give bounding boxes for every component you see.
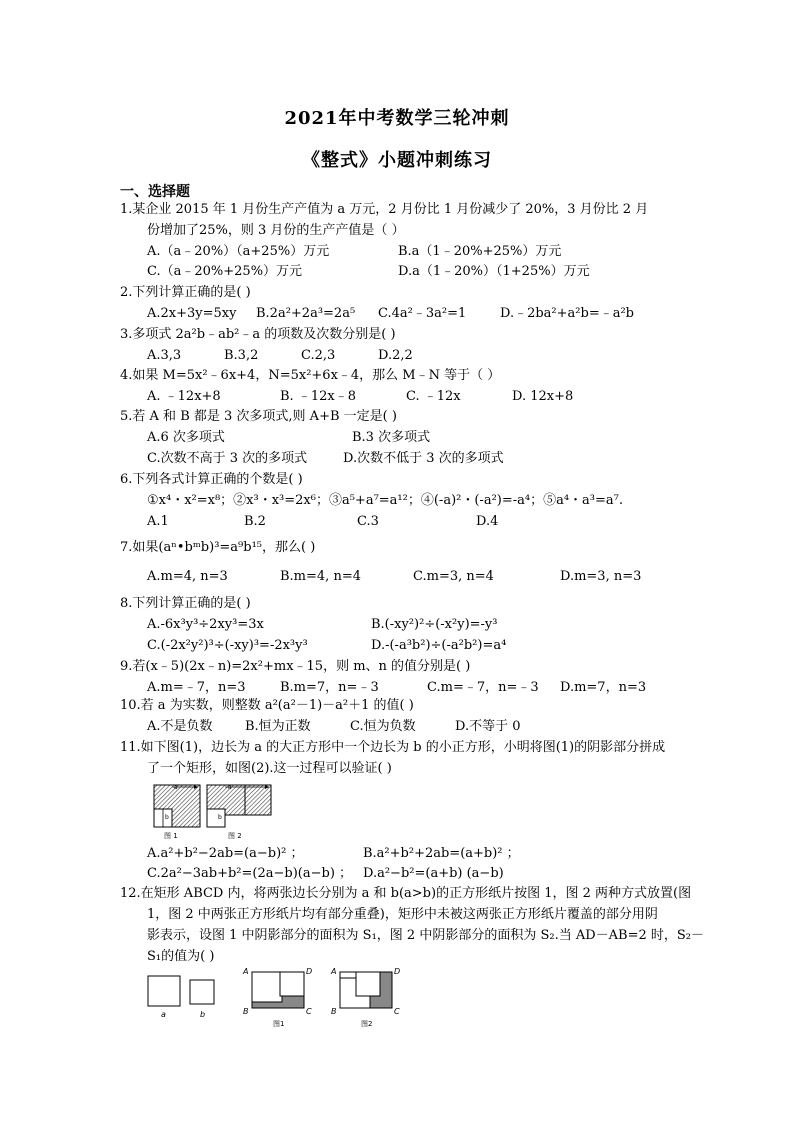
- q1-option-c: C.（a﹣20%+25%）万元: [147, 264, 303, 279]
- q2-option-b: B.2a²+2a³=2a⁵: [256, 306, 356, 321]
- q5-option-c: C.次数不高于 3 次的多项式: [147, 451, 308, 466]
- q10-option-d: D.不等于 0: [455, 719, 521, 734]
- section-heading: 一、选择题: [120, 184, 190, 200]
- q12-stem-line4: S₁的值为( ): [147, 949, 215, 964]
- q4-stem: 4.如果 M=5x²﹣6x+4，N=5x²+6x﹣4，那么 M﹣N 等于（ ）: [120, 368, 501, 383]
- q8-stem: 8.下列计算正确的是( ): [120, 596, 251, 611]
- q10-option-b: B.恒为正数: [245, 719, 311, 734]
- q11-fig1-label-b: b: [165, 814, 169, 821]
- q4-option-a: A. ﹣12x+8: [147, 389, 221, 404]
- q12-fig1-caption: 图1: [273, 1020, 285, 1028]
- q1-option-b: B.a（1﹣20%+25%）万元: [398, 244, 562, 259]
- q12-stem-line3: 影表示，设图 1 中阴影部分的面积为 S₁，图 2 中阴影部分的面积为 S₂.当 AD－AB=2 时，S₂－: [147, 928, 705, 943]
- q11-option-c: C.2a²−3ab+b²=(2a−b)(a−b) ；: [147, 866, 353, 881]
- q12-stem-line1: 12.在矩形 ABCD 内，将两张边长分别为 a 和 b(a>b)的正方形纸片按图 1，图 2 两种方式放置(图: [120, 886, 692, 901]
- q5-option-a: A.6 次多项式: [147, 430, 225, 445]
- q11-stem-line2: 了一个矩形，如图(2).这一过程可以验证( ): [147, 761, 392, 776]
- q3-option-b: B.3,2: [224, 348, 259, 363]
- q7-option-a: A.m=4, n=3: [147, 569, 228, 584]
- q7-option-d: D.m=3, n=3: [560, 569, 642, 584]
- q6-option-c: C.3: [357, 514, 379, 529]
- q6-stem: 6.下列各式计算正确的个数是( ): [120, 472, 303, 487]
- q9-stem: 9.若(x﹣5)(2x﹣n)=2x²+mx﹣15，则 m、n 的值分别是( ): [120, 659, 471, 674]
- q3-option-c: C.2,3: [301, 348, 336, 363]
- page-subtitle: 《整式》小题冲刺练习: [302, 150, 492, 171]
- q10-stem: 10.若 a 为实数，则整数 a²(a²－1)－a²＋1 的值( ): [120, 698, 414, 713]
- q6-items: ①x⁴・x²=x⁸；②x³・x³=2x⁶；③a⁵+a⁷=a¹²；④(-a)²・(-a²)=-a⁴；⑤a⁴・a³=a⁷.: [147, 493, 624, 508]
- q2-option-c: C.4a²﹣3a²=1: [378, 306, 467, 321]
- q11-fig2-label-a: a: [228, 784, 232, 791]
- q5-option-d: D.次数不低于 3 次的多项式: [343, 451, 504, 466]
- q6-option-d: D.4: [476, 514, 499, 529]
- q12-fig1-vertex-b: B: [243, 1007, 249, 1016]
- q12-fig2-vertex-a: A: [331, 967, 337, 976]
- q6-option-b: B.2: [244, 514, 266, 529]
- q11-fig1-caption: 图 1: [164, 832, 178, 840]
- q12-square-pieces: [148, 976, 214, 1019]
- q12-figure2: [330, 967, 400, 1028]
- q5-stem: 5.若 A 和 B 都是 3 次多项式,则 A+B 一定是( ): [120, 409, 397, 424]
- q1-stem-line2: 份增加了25%，则 3 月份的生产产值是（ ）: [147, 223, 405, 238]
- page-title: 2021年中考数学三轮冲刺: [284, 108, 510, 129]
- q4-option-d: D. 12x+8: [512, 389, 574, 404]
- q1-option-d: D.a（1﹣20%）（1+25%）万元: [398, 264, 590, 279]
- q11-option-b: B.a²+b²+2ab=(a+b)² ；: [363, 846, 520, 861]
- q11-figure1: [154, 784, 200, 840]
- q7-option-c: C.m=3, n=4: [413, 569, 494, 584]
- q8-option-d: D.-(-a³b²)÷(-a²b²)=a⁴: [371, 638, 507, 653]
- q11-fig2-caption: 图 2: [228, 832, 242, 840]
- q7-option-b: B.m=4, n=4: [280, 569, 361, 584]
- q3-option-d: D.2,2: [378, 348, 413, 363]
- q9-option-c: C.m=﹣7，n=﹣3: [427, 680, 539, 695]
- q12-fig1-vertex-a: A: [243, 967, 249, 976]
- q12-fig2-vertex-d: D: [394, 967, 401, 976]
- q11-fig2-label-b: b: [218, 814, 222, 821]
- q12-fig1-vertex-c: C: [306, 1007, 312, 1016]
- q11-option-a: A.a²+b²−2ab=(a−b)² ；: [147, 846, 304, 861]
- q7-stem: 7.如果(aⁿ•bᵐb)³=a⁹b¹⁵，那么( ): [120, 540, 316, 555]
- q1-option-a: A.（a﹣20%）（a+25%）万元: [147, 244, 330, 259]
- q10-option-c: C.恒为负数: [350, 719, 416, 734]
- q12-fig2-vertex-b: B: [331, 1007, 337, 1016]
- q2-stem: 2.下列计算正确的是( ): [120, 285, 251, 300]
- q4-option-b: B. ﹣12x﹣8: [280, 389, 356, 404]
- q12-figure1: [242, 967, 312, 1028]
- q11-figure2: [207, 784, 271, 840]
- q12-stem-line2: 1，图 2 中两张正方形纸片均有部分重叠)，矩形中未被这两张正方形纸片覆盖的部分用阴: [147, 907, 658, 922]
- q9-option-d: D.m=7，n=3: [560, 680, 647, 695]
- q12-label-a: a: [161, 1010, 166, 1019]
- q2-option-a: A.2x+3y=5xy: [147, 306, 237, 321]
- q11-fig1-label-a: a: [174, 784, 178, 791]
- q12-figure: [140, 962, 420, 1032]
- q12-fig2-vertex-c: C: [394, 1007, 400, 1016]
- q9-option-a: A.m=﹣7，n=3: [147, 680, 246, 695]
- q11-stem-line1: 11.如下图(1)，边长为 a 的大正方形中一个边长为 b 的小正方形，小明将图(1)的阴影部分拼成: [120, 740, 666, 755]
- q11-figure: [150, 779, 275, 841]
- q1-stem-line1: 1.某企业 2015 年 1 月份生产产值为 a 万元，2 月份比 1 月份减少了 20%，3 月份比 2 月: [120, 202, 649, 217]
- q5-option-b: B.3 次多项式: [352, 430, 431, 445]
- q11-option-d: D.a²−b²=(a+b) (a−b): [363, 866, 504, 881]
- q8-option-a: A.-6x³y³÷2xy³=3x: [147, 617, 264, 632]
- q3-stem: 3.多项式 2a²b﹣ab²﹣a 的项数及次数分别是( ): [120, 327, 396, 342]
- q8-option-b: B.(-xy²)²÷(-x²y)=-y³: [371, 617, 498, 632]
- q8-option-c: C.(-2x²y²)³÷(-xy)³=-2x³y³: [147, 638, 308, 653]
- q2-option-d: D.﹣2ba²+a²b=﹣a²b: [500, 306, 634, 321]
- q6-option-a: A.1: [147, 514, 169, 529]
- q10-option-a: A.不是负数: [147, 719, 213, 734]
- q12-label-b: b: [200, 1010, 206, 1019]
- q12-fig2-caption: 图2: [361, 1020, 373, 1028]
- q4-option-c: C. ﹣12x: [406, 389, 461, 404]
- q9-option-b: B.m=7，n=﹣3: [280, 680, 379, 695]
- q3-option-a: A.3,3: [147, 348, 182, 363]
- q12-fig1-vertex-d: D: [306, 967, 313, 976]
